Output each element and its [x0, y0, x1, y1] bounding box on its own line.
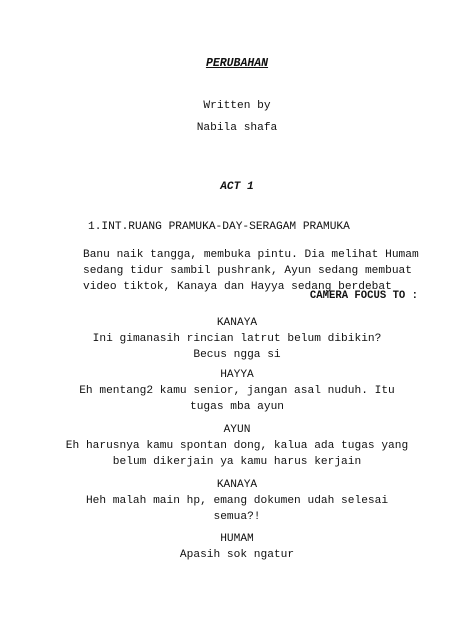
dialogue-line: Apasih sok ngatur	[179, 549, 295, 561]
transition-camera-focus: CAMERA FOCUS TO :	[309, 290, 418, 302]
dialogue-line: Eh harusnya kamu spontan dong, kalua ada tugas yang	[65, 440, 409, 452]
dialogue-block-kanaya-2	[60, 477, 414, 525]
dialogue-line: Heh malah main hp, emang dokumen udah selesai	[85, 495, 389, 507]
dialogue-line: semua?!	[213, 511, 261, 523]
action-line: video tiktok, Kanaya dan Hayya sedang berdebat	[83, 281, 392, 293]
dialogue-line: Becus ngga si	[193, 349, 281, 361]
dialogue-block-hayya	[60, 367, 414, 415]
character-name: AYUN	[223, 424, 251, 436]
dialogue-block-humam	[60, 531, 414, 563]
author-name: Nabila shafa	[196, 122, 278, 134]
character-name: HUMAM	[220, 533, 254, 545]
action-line: Banu naik tangga, membuka pintu. Dia melihat Humam	[83, 249, 419, 261]
dialogue-block-kanaya	[60, 315, 414, 363]
scene-heading: 1.INT.RUANG PRAMUKA-DAY-SERAGAM PRAMUKA	[88, 221, 350, 233]
character-name: KANAYA	[216, 479, 258, 491]
action-line: sedang tidur sambil pushrank, Ayun sedang membuat	[83, 265, 412, 277]
written-by-label: Written by	[203, 100, 271, 112]
script-title: PERUBAHAN	[205, 57, 269, 70]
character-name: KANAYA	[216, 317, 258, 329]
dialogue-line: belum dikerjain ya kamu harus kerjain	[112, 456, 362, 468]
dialogue-block-ayun	[60, 422, 414, 470]
act-heading: ACT 1	[220, 181, 254, 193]
dialogue-line: tugas mba ayun	[190, 401, 284, 413]
dialogue-line: Eh mentang2 kamu senior, jangan asal nuduh. Itu	[79, 385, 395, 397]
character-name: HAYYA	[220, 369, 254, 381]
dialogue-line: Ini gimanasih rincian latrut belum dibikin?	[92, 333, 382, 345]
